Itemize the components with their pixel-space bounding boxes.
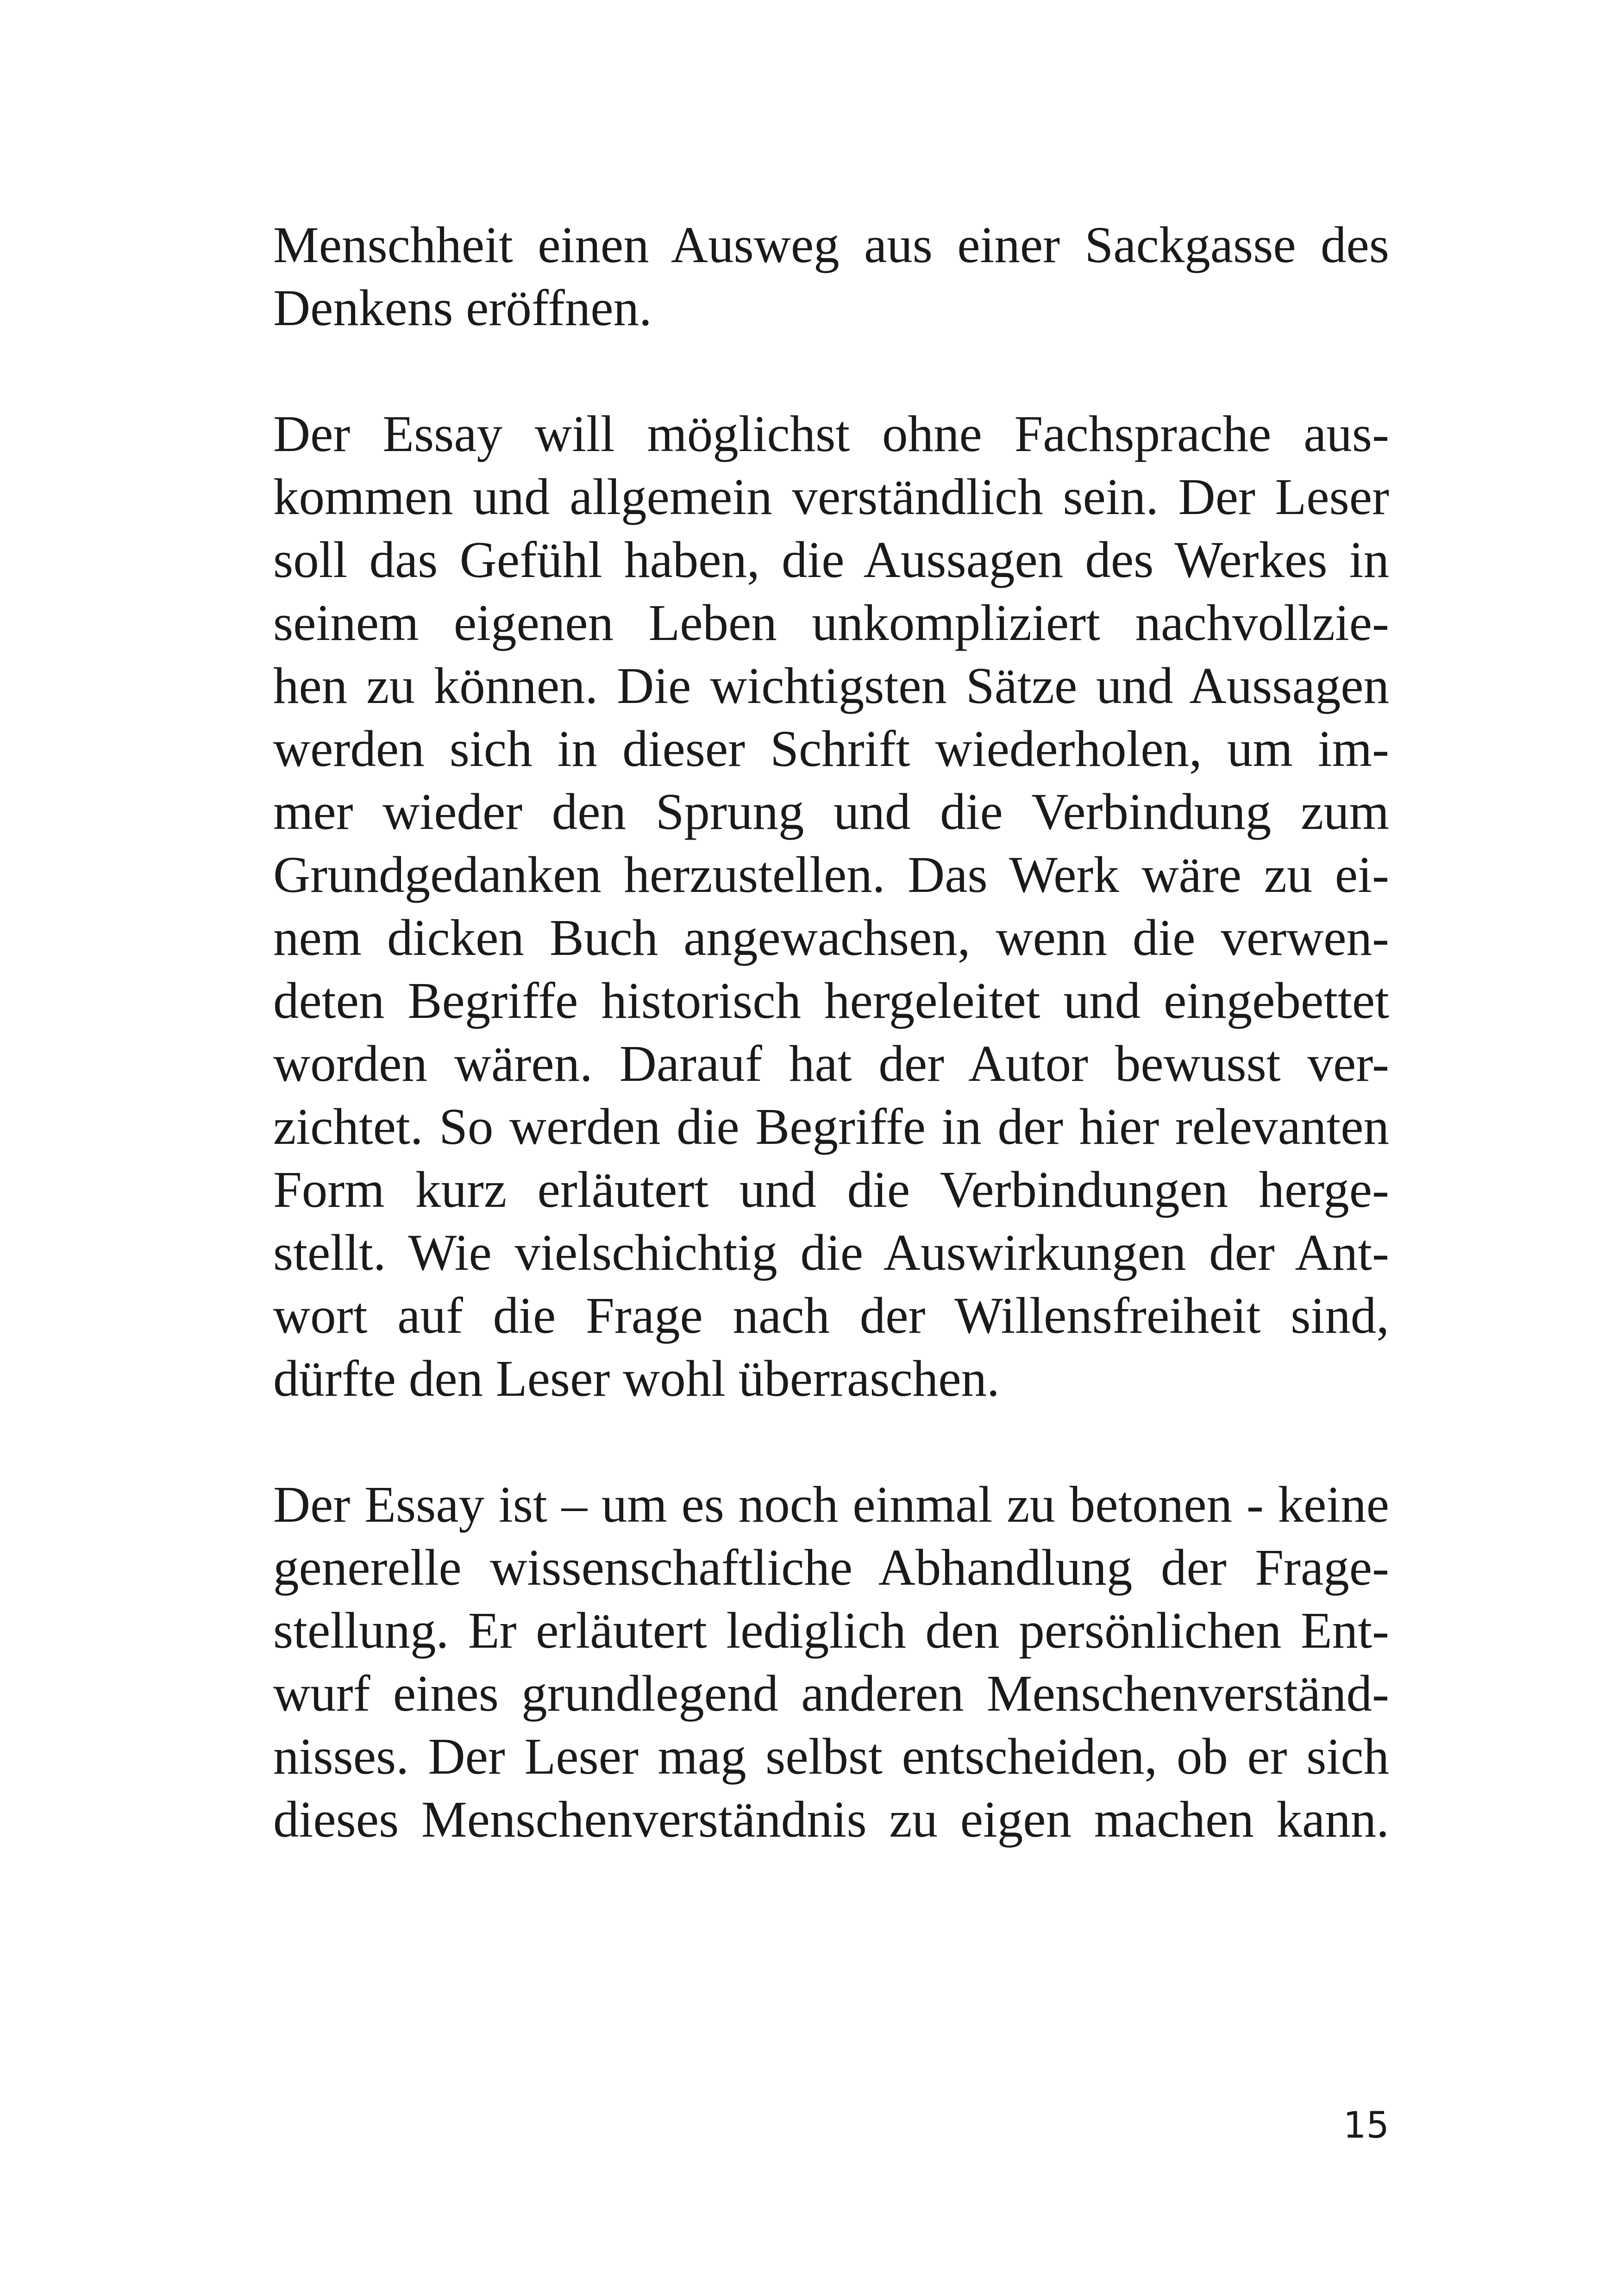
text-line: nem dicken Buch angewachsen, wenn die verwen- bbox=[273, 910, 1389, 966]
text-line: soll das Gefühl haben, die Aussagen des Werkes in bbox=[273, 532, 1389, 589]
text-line: werden sich in dieser Schrift wiederholen, um im- bbox=[273, 721, 1389, 778]
paragraph bbox=[273, 1474, 1389, 1851]
text-line: dürfte den Leser wohl überraschen. bbox=[273, 1350, 1000, 1407]
text-line: Der Essay ist – um es noch einmal zu betonen - keine bbox=[273, 1476, 1389, 1533]
text-line: Der Essay will möglichst ohne Fachsprache aus- bbox=[273, 406, 1389, 463]
text-line: worden wären. Darauf hat der Autor bewusst ver- bbox=[273, 1035, 1389, 1092]
text-line: Form kurz erläutert und die Verbindungen herge- bbox=[273, 1161, 1389, 1218]
text-line: stellung. Er erläutert lediglich den persönlichen Ent- bbox=[273, 1602, 1389, 1659]
text-line: deten Begriffe historisch hergeleitet und eingebettet bbox=[273, 972, 1389, 1029]
text-line: seinem eigenen Leben unkompliziert nachvollzie- bbox=[273, 595, 1389, 652]
text-line: wurf eines grundlegend anderen Menschenverständ- bbox=[273, 1665, 1389, 1722]
paragraph-gap bbox=[273, 340, 1389, 403]
text-line: stellt. Wie vielschichtig die Auswirkungen der Ant- bbox=[273, 1224, 1389, 1281]
paragraph-gap bbox=[273, 1411, 1389, 1474]
text-line: wort auf die Frage nach der Willensfreiheit sind, bbox=[273, 1287, 1389, 1344]
page-number: 15 bbox=[1343, 2105, 1389, 2146]
text-line: generelle wissenschaftliche Abhandlung der Frage- bbox=[273, 1539, 1389, 1596]
text-line: dieses Menschenverständnis zu eigen machen kann. bbox=[273, 1791, 1389, 1848]
text-line: nisses. Der Leser mag selbst entscheiden, ob er sich bbox=[273, 1728, 1389, 1785]
text-line: zichtet. So werden die Begriffe in der hier relevanten bbox=[273, 1098, 1389, 1155]
text-line: Denkens eröffnen. bbox=[273, 280, 652, 337]
text-line: Menschheit einen Ausweg aus einer Sackgasse des bbox=[273, 217, 1389, 274]
text-line: hen zu können. Die wichtigsten Sätze und Aussagen bbox=[273, 658, 1389, 715]
paragraph bbox=[273, 403, 1389, 1411]
text-line: kommen und allgemein verständlich sein. Der Leser bbox=[273, 469, 1389, 526]
paragraph bbox=[273, 214, 1389, 340]
text-line: Grundgedanken herzustellen. Das Werk wäre zu ei- bbox=[273, 847, 1389, 903]
body-text bbox=[273, 214, 1389, 1851]
text-line: mer wieder den Sprung und die Verbindung zum bbox=[273, 784, 1389, 841]
